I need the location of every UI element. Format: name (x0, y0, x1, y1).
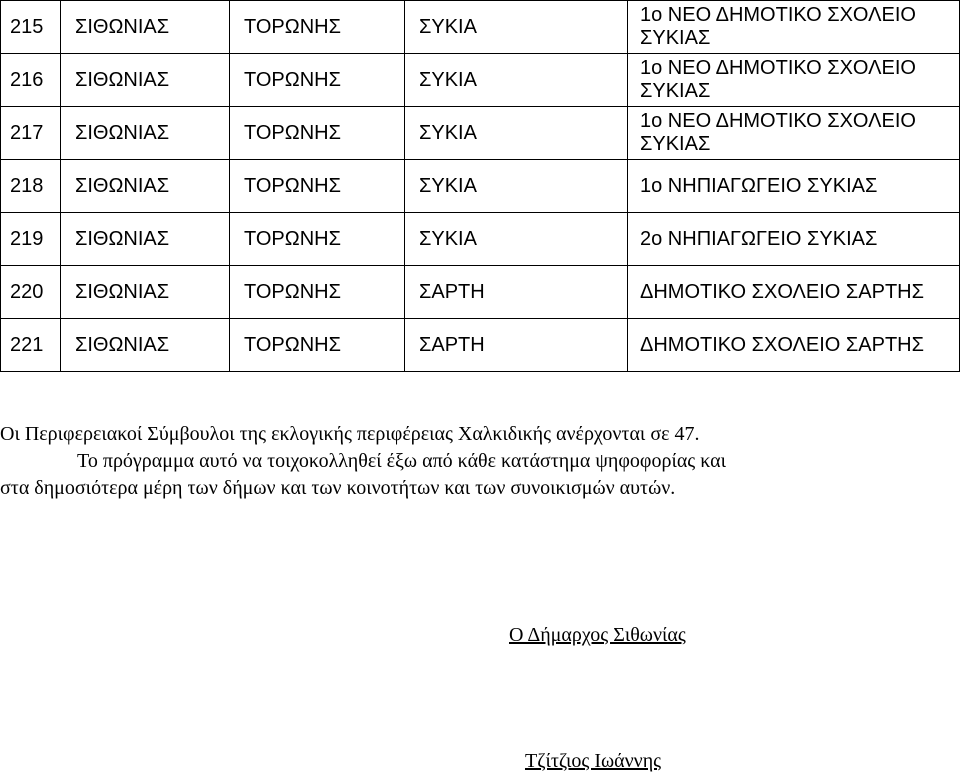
table-row (1, 1, 960, 54)
region-cell: ΤΟΡΩΝΗΣ (230, 160, 405, 213)
municipality-cell: ΣΙΘΩΝΙΑΣ (61, 54, 230, 107)
region-cell: ΤΟΡΩΝΗΣ (230, 213, 405, 266)
row-number: 219 (1, 213, 61, 266)
region-cell: ΤΟΡΩΝΗΣ (230, 266, 405, 319)
row-number: 215 (1, 1, 61, 54)
school-cell: 1ο ΝΕΟ ΔΗΜΟΤΙΚΟ ΣΧΟΛΕΙΟ ΣΥΚΙΑΣ (628, 54, 960, 107)
school-cell: 1ο ΝΕΟ ΔΗΜΟΤΙΚΟ ΣΧΟΛΕΙΟ ΣΥΚΙΑΣ (628, 1, 960, 54)
locality-cell: ΣΥΚΙΑ (405, 213, 628, 266)
table-row (1, 266, 960, 319)
school-cell: 1ο ΝΕΟ ΔΗΜΟΤΙΚΟ ΣΧΟΛΕΙΟ ΣΥΚΙΑΣ (628, 107, 960, 160)
school-cell: 2ο ΝΗΠΙΑΓΩΓΕΙΟ ΣΥΚΙΑΣ (628, 213, 960, 266)
school-cell: 1ο ΝΗΠΙΑΓΩΓΕΙΟ ΣΥΚΙΑΣ (628, 160, 960, 213)
municipality-cell: ΣΙΘΩΝΙΑΣ (61, 319, 230, 372)
signature-name: Τζίτζιος Ιωάννης (525, 750, 662, 772)
municipality-cell: ΣΙΘΩΝΙΑΣ (61, 107, 230, 160)
locality-cell: ΣΥΚΙΑ (405, 107, 628, 160)
municipality-cell: ΣΙΘΩΝΙΑΣ (61, 266, 230, 319)
row-number: 221 (1, 319, 61, 372)
school-cell: ΔΗΜΟΤΙΚΟ ΣΧΟΛΕΙΟ ΣΑΡΤΗΣ (628, 266, 960, 319)
region-cell: ΤΟΡΩΝΗΣ (230, 319, 405, 372)
table-row (1, 319, 960, 372)
locality-cell: ΣΑΡΤΗ (405, 266, 628, 319)
school-cell: ΔΗΜΟΤΙΚΟ ΣΧΟΛΕΙΟ ΣΑΡΤΗΣ (628, 319, 960, 372)
region-cell: ΤΟΡΩΝΗΣ (230, 1, 405, 54)
row-number: 217 (1, 107, 61, 160)
polling-stations-table (0, 0, 960, 372)
region-cell: ΤΟΡΩΝΗΣ (230, 107, 405, 160)
locality-cell: ΣΥΚΙΑ (405, 54, 628, 107)
table-row (1, 160, 960, 213)
locality-cell: ΣΥΚΙΑ (405, 160, 628, 213)
table-row (1, 213, 960, 266)
table-row (1, 54, 960, 107)
row-number: 216 (1, 54, 61, 107)
note-line-2: Το πρόγραμμα αυτό να τοιχοκολληθεί έξω από κάθε κατάστημα ψηφοφορίας και (77, 450, 726, 472)
municipality-cell: ΣΙΘΩΝΙΑΣ (61, 213, 230, 266)
announcement-note (0, 421, 960, 502)
row-number: 220 (1, 266, 61, 319)
locality-cell: ΣΥΚΙΑ (405, 1, 628, 54)
region-cell: ΤΟΡΩΝΗΣ (230, 54, 405, 107)
locality-cell: ΣΑΡΤΗ (405, 319, 628, 372)
row-number: 218 (1, 160, 61, 213)
table-body (1, 1, 960, 372)
table-row (1, 107, 960, 160)
polling-stations-table-container (0, 0, 960, 372)
note-line-1: Οι Περιφερειακοί Σύμβουλοι της εκλογικής περιφέρειας Χαλκιδικής ανέρχονται σε 47. (0, 423, 700, 445)
signature-title: Ο Δήμαρχος Σιθωνίας (509, 624, 686, 646)
municipality-cell: ΣΙΘΩΝΙΑΣ (61, 1, 230, 54)
note-line-3: στα δημοσιότερα μέρη των δήμων και των κοινοτήτων και των συνοικισμών αυτών. (0, 477, 676, 499)
municipality-cell: ΣΙΘΩΝΙΑΣ (61, 160, 230, 213)
